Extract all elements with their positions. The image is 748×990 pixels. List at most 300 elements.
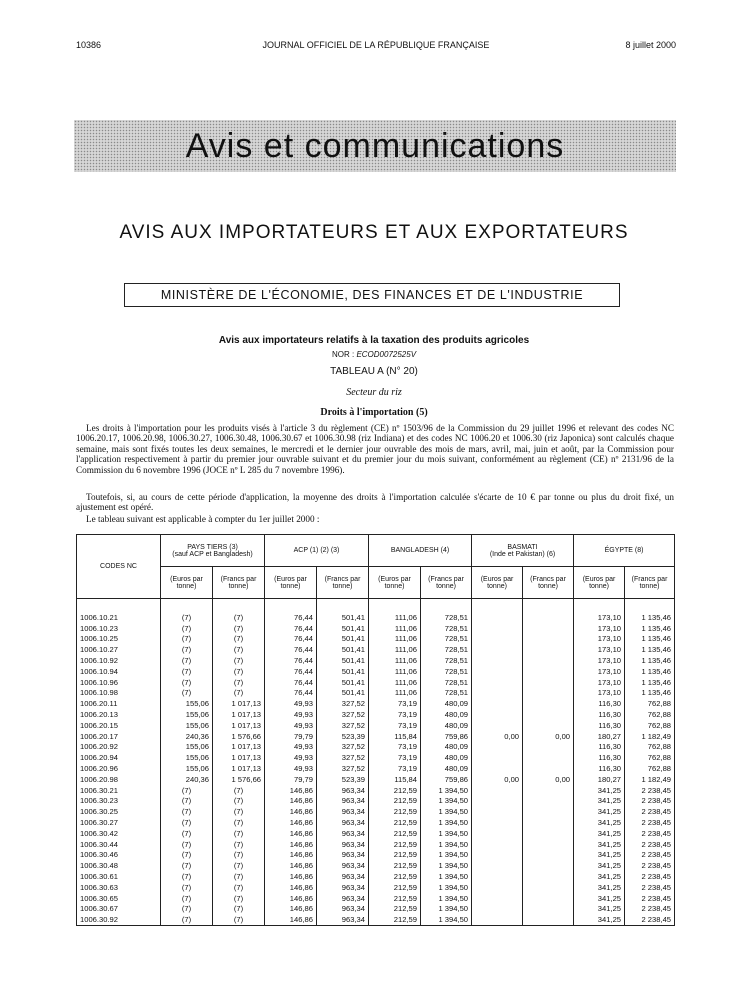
value-cell: 1 135,46 <box>625 623 675 634</box>
value-cell: 728,51 <box>421 655 472 666</box>
value-cell: 2 238,45 <box>625 904 675 915</box>
value-cell: 523,39 <box>317 774 369 785</box>
value-cell: 212,59 <box>369 806 421 817</box>
value-cell: 173,10 <box>574 644 625 655</box>
value-cell <box>523 763 574 774</box>
value-cell: (7) <box>161 914 213 925</box>
value-cell: 759,86 <box>421 731 472 742</box>
value-cell: 1 394,50 <box>421 828 472 839</box>
value-cell: 155,06 <box>161 752 213 763</box>
value-cell: (7) <box>213 634 265 645</box>
value-cell <box>523 839 574 850</box>
value-cell <box>523 623 574 634</box>
value-cell: 2 238,45 <box>625 839 675 850</box>
unit-header-francs: (Francs par tonne) <box>317 567 369 599</box>
unit-header-francs: (Francs par tonne) <box>523 567 574 599</box>
value-cell <box>523 634 574 645</box>
value-cell: 49,93 <box>265 742 317 753</box>
value-cell: 480,09 <box>421 720 472 731</box>
value-cell <box>472 817 523 828</box>
code-cell: 1006.30.25 <box>77 806 161 817</box>
value-cell: (7) <box>161 882 213 893</box>
nor-line <box>0 350 748 359</box>
value-cell: 963,34 <box>317 785 369 796</box>
value-cell: 111,06 <box>369 644 421 655</box>
value-cell: 341,25 <box>574 860 625 871</box>
value-cell: 963,34 <box>317 882 369 893</box>
value-cell: 180,27 <box>574 774 625 785</box>
value-cell <box>523 644 574 655</box>
value-cell: 501,41 <box>317 677 369 688</box>
value-cell: (7) <box>213 688 265 699</box>
value-cell: 1 135,46 <box>625 655 675 666</box>
code-cell: 1006.30.46 <box>77 850 161 861</box>
value-cell: 240,36 <box>161 774 213 785</box>
value-cell: (7) <box>213 666 265 677</box>
value-cell: 1 394,50 <box>421 914 472 925</box>
value-cell: 728,51 <box>421 644 472 655</box>
value-cell: 2 238,45 <box>625 785 675 796</box>
value-cell <box>472 677 523 688</box>
value-cell: 173,10 <box>574 666 625 677</box>
value-cell: 1 017,13 <box>213 698 265 709</box>
paragraph-applicability: Le tableau suivant est applicable à compter du 1er juillet 2000 : <box>86 514 320 524</box>
value-cell: 2 238,45 <box>625 850 675 861</box>
value-cell: 1 182,49 <box>625 731 675 742</box>
value-cell: 155,06 <box>161 698 213 709</box>
value-cell <box>472 828 523 839</box>
value-cell <box>472 850 523 861</box>
value-cell <box>523 828 574 839</box>
value-cell: 115,84 <box>369 774 421 785</box>
value-cell: (7) <box>161 828 213 839</box>
value-cell: 0,00 <box>472 774 523 785</box>
value-cell: 341,25 <box>574 893 625 904</box>
value-cell: 111,06 <box>369 612 421 623</box>
value-cell: 116,30 <box>574 709 625 720</box>
code-cell: 1006.10.27 <box>77 644 161 655</box>
value-cell: 73,19 <box>369 742 421 753</box>
value-cell: 1 394,50 <box>421 806 472 817</box>
value-cell: 146,86 <box>265 785 317 796</box>
value-cell: 212,59 <box>369 828 421 839</box>
value-cell: 146,86 <box>265 904 317 915</box>
spacer-cell <box>265 599 317 613</box>
table-row <box>77 698 675 709</box>
unit-header-euros: (Euros par tonne) <box>265 567 317 599</box>
value-cell: 76,44 <box>265 688 317 699</box>
value-cell: 73,19 <box>369 709 421 720</box>
value-cell: (7) <box>213 860 265 871</box>
value-cell: 173,10 <box>574 623 625 634</box>
table-row <box>77 644 675 655</box>
value-cell: 173,10 <box>574 612 625 623</box>
code-cell: 1006.30.67 <box>77 904 161 915</box>
value-cell: 341,25 <box>574 839 625 850</box>
value-cell: 115,84 <box>369 731 421 742</box>
code-cell: 1006.10.21 <box>77 612 161 623</box>
value-cell: 523,39 <box>317 731 369 742</box>
value-cell: 1 017,13 <box>213 763 265 774</box>
value-cell: 49,93 <box>265 709 317 720</box>
value-cell: 111,06 <box>369 688 421 699</box>
unit-header-francs: (Francs par tonne) <box>625 567 675 599</box>
value-cell: 1 394,50 <box>421 817 472 828</box>
value-cell: 1 394,50 <box>421 893 472 904</box>
value-cell: 963,34 <box>317 850 369 861</box>
value-cell: (7) <box>213 817 265 828</box>
value-cell: 2 238,45 <box>625 914 675 925</box>
code-cell: 1006.30.63 <box>77 882 161 893</box>
value-cell: 1 017,13 <box>213 720 265 731</box>
value-cell <box>472 634 523 645</box>
value-cell <box>472 666 523 677</box>
value-cell <box>523 666 574 677</box>
value-cell: (7) <box>213 828 265 839</box>
value-cell <box>523 720 574 731</box>
value-cell: (7) <box>213 850 265 861</box>
table-row <box>77 655 675 666</box>
value-cell: 173,10 <box>574 634 625 645</box>
value-cell: 2 238,45 <box>625 860 675 871</box>
group-header-acp: ACP (1) (2) (3) <box>265 535 369 567</box>
value-cell <box>472 698 523 709</box>
table-row <box>77 850 675 861</box>
value-cell: 76,44 <box>265 623 317 634</box>
value-cell <box>472 752 523 763</box>
value-cell <box>523 914 574 925</box>
value-cell: 501,41 <box>317 634 369 645</box>
value-cell <box>472 688 523 699</box>
value-cell: 212,59 <box>369 817 421 828</box>
value-cell: 146,86 <box>265 871 317 882</box>
value-cell: 240,36 <box>161 731 213 742</box>
value-cell: 146,86 <box>265 882 317 893</box>
value-cell: (7) <box>161 850 213 861</box>
value-cell: 76,44 <box>265 644 317 655</box>
code-cell: 1006.20.98 <box>77 774 161 785</box>
value-cell: 341,25 <box>574 828 625 839</box>
value-cell: 1 135,46 <box>625 644 675 655</box>
table-row <box>77 882 675 893</box>
table-row <box>77 839 675 850</box>
value-cell: 963,34 <box>317 904 369 915</box>
value-cell: (7) <box>213 914 265 925</box>
value-cell: 212,59 <box>369 785 421 796</box>
value-cell: 728,51 <box>421 666 472 677</box>
value-cell: 501,41 <box>317 655 369 666</box>
code-cell: 1006.10.23 <box>77 623 161 634</box>
value-cell: (7) <box>161 871 213 882</box>
value-cell: 963,34 <box>317 828 369 839</box>
banner-title: Avis et communications <box>185 126 565 165</box>
value-cell: 49,93 <box>265 763 317 774</box>
code-cell: 1006.30.21 <box>77 785 161 796</box>
value-cell: 341,25 <box>574 882 625 893</box>
notice-subtitle: Droits à l'importation (5) <box>320 407 428 418</box>
value-cell: 180,27 <box>574 731 625 742</box>
value-cell: 1 135,46 <box>625 634 675 645</box>
value-cell: (7) <box>161 666 213 677</box>
value-cell <box>523 742 574 753</box>
spacer-cell <box>213 599 265 613</box>
group-header-egypt: ÉGYPTE (8) <box>574 535 675 567</box>
value-cell: 963,34 <box>317 860 369 871</box>
value-cell: (7) <box>161 839 213 850</box>
value-cell: 212,59 <box>369 882 421 893</box>
value-cell <box>523 882 574 893</box>
value-cell: 1 394,50 <box>421 871 472 882</box>
value-cell: 1 576,66 <box>213 774 265 785</box>
value-cell: 327,52 <box>317 752 369 763</box>
value-cell: 0,00 <box>523 731 574 742</box>
spacer-cell <box>574 599 625 613</box>
value-cell: (7) <box>213 644 265 655</box>
code-cell: 1006.20.96 <box>77 763 161 774</box>
table-row <box>77 871 675 882</box>
value-cell <box>523 806 574 817</box>
value-cell <box>472 785 523 796</box>
value-cell: (7) <box>213 655 265 666</box>
paragraph-adjustment: Toutefois, si, au cours de cette période d'application, la moyenne des droits à l'importation calculée s'écarte de 10 € par tonne ou plus du droit fixé, un ajustement est opéré. <box>76 492 674 513</box>
value-cell: (7) <box>213 904 265 915</box>
table-row <box>77 709 675 720</box>
value-cell: 327,52 <box>317 742 369 753</box>
value-cell: 155,06 <box>161 742 213 753</box>
issue-date: 8 juillet 2000 <box>625 40 676 50</box>
value-cell: 963,34 <box>317 796 369 807</box>
table-row <box>77 720 675 731</box>
value-cell: 49,93 <box>265 752 317 763</box>
code-cell: 1006.10.94 <box>77 666 161 677</box>
table-row <box>77 828 675 839</box>
spacer-cell <box>472 599 523 613</box>
value-cell: 2 238,45 <box>625 817 675 828</box>
value-cell: 76,44 <box>265 612 317 623</box>
value-cell: 501,41 <box>317 644 369 655</box>
table-row <box>77 677 675 688</box>
value-cell <box>523 655 574 666</box>
value-cell: 76,44 <box>265 634 317 645</box>
value-cell <box>472 763 523 774</box>
table-row <box>77 763 675 774</box>
value-cell <box>472 623 523 634</box>
unit-header-euros: (Euros par tonne) <box>369 567 421 599</box>
table-row <box>77 860 675 871</box>
value-cell: 2 238,45 <box>625 828 675 839</box>
code-cell: 1006.30.92 <box>77 914 161 925</box>
value-cell <box>472 904 523 915</box>
value-cell: 480,09 <box>421 752 472 763</box>
unit-header-euros: (Euros par tonne) <box>574 567 625 599</box>
section-banner <box>74 120 676 172</box>
value-cell: 49,93 <box>265 698 317 709</box>
value-cell: 341,25 <box>574 850 625 861</box>
value-cell: 728,51 <box>421 612 472 623</box>
value-cell: 2 238,45 <box>625 882 675 893</box>
table-row <box>77 806 675 817</box>
value-cell: 762,88 <box>625 720 675 731</box>
value-cell: (7) <box>213 871 265 882</box>
code-cell: 1006.10.96 <box>77 677 161 688</box>
value-cell <box>472 709 523 720</box>
value-cell: 327,52 <box>317 698 369 709</box>
code-cell: 1006.30.42 <box>77 828 161 839</box>
value-cell: 1 182,49 <box>625 774 675 785</box>
group-header-bangladesh: BANGLADESH (4) <box>369 535 472 567</box>
value-cell: 341,25 <box>574 785 625 796</box>
value-cell: 116,30 <box>574 742 625 753</box>
value-cell: 1 135,46 <box>625 612 675 623</box>
value-cell: 2 238,45 <box>625 871 675 882</box>
unit-header-euros: (Euros par tonne) <box>472 567 523 599</box>
section-title: AVIS AUX IMPORTATEURS ET AUX EXPORTATEURS <box>119 222 629 243</box>
value-cell: 116,30 <box>574 752 625 763</box>
value-cell: 728,51 <box>421 634 472 645</box>
value-cell: 759,86 <box>421 774 472 785</box>
value-cell: 146,86 <box>265 828 317 839</box>
value-cell: 146,86 <box>265 914 317 925</box>
code-cell: 1006.20.15 <box>77 720 161 731</box>
page-number: 10386 <box>76 40 102 50</box>
ministry-box: MINISTÈRE DE L'ÉCONOMIE, DES FINANCES ET DE L'INDUSTRIE <box>124 283 620 307</box>
value-cell: 480,09 <box>421 709 472 720</box>
value-cell: 480,09 <box>421 742 472 753</box>
value-cell: 79,79 <box>265 731 317 742</box>
value-cell <box>472 742 523 753</box>
value-cell: (7) <box>161 634 213 645</box>
value-cell: (7) <box>161 612 213 623</box>
value-cell: 728,51 <box>421 688 472 699</box>
value-cell: 341,25 <box>574 817 625 828</box>
value-cell <box>523 817 574 828</box>
value-cell: 79,79 <box>265 774 317 785</box>
value-cell <box>472 806 523 817</box>
value-cell <box>472 720 523 731</box>
value-cell: 76,44 <box>265 655 317 666</box>
value-cell: (7) <box>161 688 213 699</box>
value-cell <box>523 850 574 861</box>
value-cell: (7) <box>161 785 213 796</box>
value-cell: (7) <box>213 796 265 807</box>
value-cell: 146,86 <box>265 806 317 817</box>
group-header-third-countries: PAYS TIERS (3) (sauf ACP et Bangladesh) <box>161 535 265 567</box>
value-cell: 73,19 <box>369 720 421 731</box>
code-cell: 1006.30.23 <box>77 796 161 807</box>
value-cell <box>472 796 523 807</box>
value-cell: 111,06 <box>369 655 421 666</box>
value-cell: 480,09 <box>421 763 472 774</box>
value-cell: (7) <box>161 817 213 828</box>
value-cell: 116,30 <box>574 763 625 774</box>
value-cell: 963,34 <box>317 893 369 904</box>
value-cell: 1 394,50 <box>421 904 472 915</box>
code-cell: 1006.30.65 <box>77 893 161 904</box>
value-cell: 0,00 <box>472 731 523 742</box>
value-cell <box>472 644 523 655</box>
value-cell: 212,59 <box>369 796 421 807</box>
table-row <box>77 893 675 904</box>
value-cell: 501,41 <box>317 666 369 677</box>
value-cell: 2 238,45 <box>625 796 675 807</box>
spacer-cell <box>317 599 369 613</box>
table-row <box>77 688 675 699</box>
value-cell: 728,51 <box>421 623 472 634</box>
value-cell: 1 394,50 <box>421 796 472 807</box>
group-header-basmati: BASMATI (Inde et Pakistan) (6) <box>472 535 574 567</box>
value-cell: 212,59 <box>369 893 421 904</box>
value-cell: 116,30 <box>574 698 625 709</box>
value-cell <box>472 860 523 871</box>
value-cell: 762,88 <box>625 698 675 709</box>
value-cell: (7) <box>161 644 213 655</box>
value-cell <box>523 698 574 709</box>
spacer-cell <box>523 599 574 613</box>
value-cell: 341,25 <box>574 806 625 817</box>
value-cell: 212,59 <box>369 860 421 871</box>
table-row <box>77 817 675 828</box>
table-row <box>77 742 675 753</box>
code-cell: 1006.30.48 <box>77 860 161 871</box>
value-cell <box>523 904 574 915</box>
paragraph-rules: Les droits à l'importation pour les produits visés à l'article 3 du règlement (CE) nº 1503/96 de la Commission du 29 juillet 1996 et relevant des codes NC 1006.20.17, 1006.20.98, 1006.30.27, 1006.30.48, 1006.30.67 et 1006.30.98 (riz Indiana) et des codes NC 1006.20 et 1006.30 (riz Japonica) sont calculés chaque semaine, mais sont fixés toutes les deux semaines, le mercredi et le dernier jour ouvrable des mois de mars, avril, mai, juin et août, par la Commission pour l'application respectivement à partir du premier jour ouvrable suivant et du premier jour du mois suivant, conformément au règlement (CE) nº 2131/96 de la Commission du 6 novembre 1996 (JOCE nº L 285 du 7 novembre 1996). <box>76 423 674 475</box>
value-cell: 963,34 <box>317 839 369 850</box>
value-cell: 212,59 <box>369 839 421 850</box>
value-cell: 146,86 <box>265 850 317 861</box>
codes-header: CODES NC <box>77 535 161 599</box>
value-cell: 146,86 <box>265 817 317 828</box>
value-cell: (7) <box>213 612 265 623</box>
duties-table <box>76 534 675 926</box>
value-cell <box>472 914 523 925</box>
value-cell <box>523 893 574 904</box>
value-cell: 327,52 <box>317 709 369 720</box>
spacer-cell <box>625 599 675 613</box>
value-cell: 111,06 <box>369 623 421 634</box>
value-cell <box>523 709 574 720</box>
code-cell: 1006.20.13 <box>77 709 161 720</box>
value-cell: 1 394,50 <box>421 785 472 796</box>
value-cell <box>472 882 523 893</box>
value-cell <box>523 752 574 763</box>
value-cell: 49,93 <box>265 720 317 731</box>
value-cell: 1 394,50 <box>421 882 472 893</box>
value-cell: 1 017,13 <box>213 752 265 763</box>
value-cell: (7) <box>161 623 213 634</box>
value-cell: 963,34 <box>317 914 369 925</box>
nor-code: ECOD0072525V <box>356 350 417 359</box>
value-cell: (7) <box>213 893 265 904</box>
code-cell: 1006.30.27 <box>77 817 161 828</box>
value-cell: 146,86 <box>265 893 317 904</box>
value-cell: 762,88 <box>625 763 675 774</box>
value-cell <box>472 612 523 623</box>
table-label: TABLEAU A (N° 20) <box>330 366 418 377</box>
code-cell: 1006.20.94 <box>77 752 161 763</box>
value-cell: 0,00 <box>523 774 574 785</box>
value-cell: (7) <box>213 839 265 850</box>
value-cell: 501,41 <box>317 623 369 634</box>
value-cell: 1 135,46 <box>625 666 675 677</box>
value-cell: 155,06 <box>161 709 213 720</box>
value-cell: 76,44 <box>265 677 317 688</box>
value-cell: 111,06 <box>369 666 421 677</box>
value-cell: 212,59 <box>369 850 421 861</box>
code-cell: 1006.20.17 <box>77 731 161 742</box>
value-cell: 1 576,66 <box>213 731 265 742</box>
code-cell: 1006.30.44 <box>77 839 161 850</box>
spacer-cell <box>369 599 421 613</box>
